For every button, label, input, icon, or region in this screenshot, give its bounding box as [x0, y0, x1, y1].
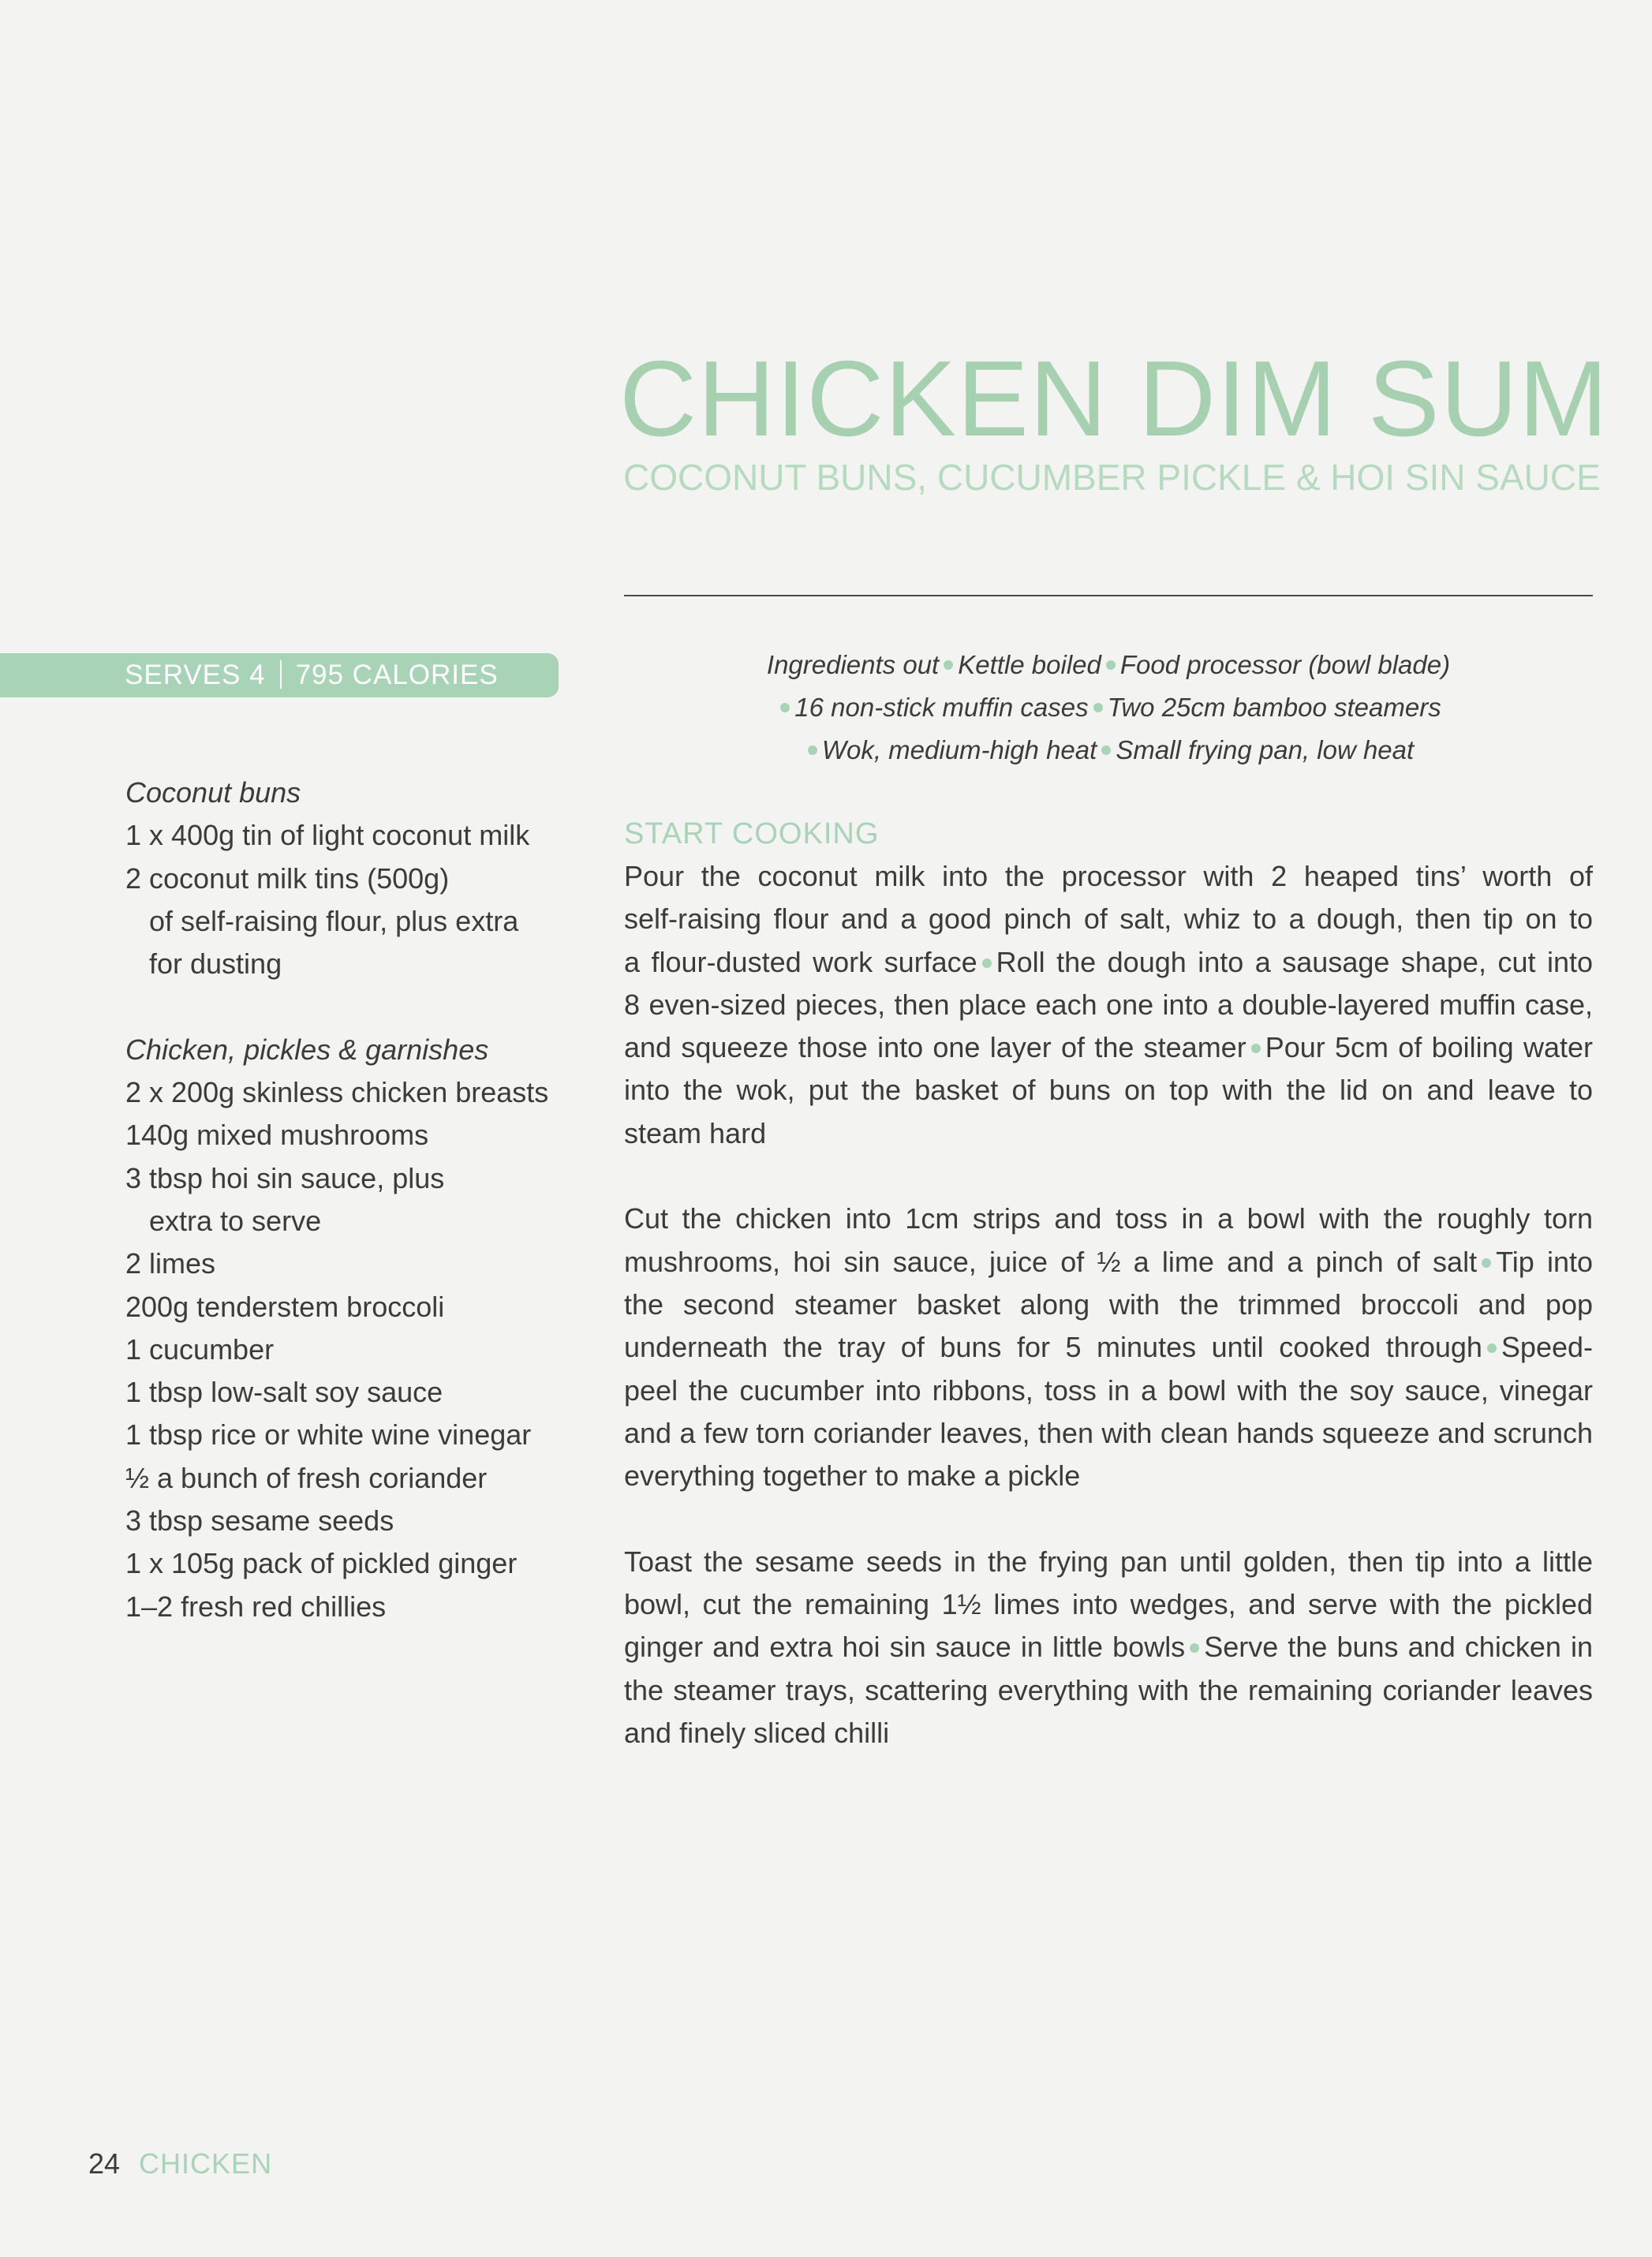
ingredient-item: 2 coconut milk tins (500g) [125, 861, 450, 895]
method-line: and a few torn coriander leaves, then with clean hands squeeze and scrunch [624, 1416, 1593, 1449]
method-section [624, 813, 1593, 1754]
ingredient-item: 1 cucumber [125, 1332, 275, 1366]
equipment-item: Small frying pan, low heat [1116, 735, 1415, 764]
spacer [125, 985, 591, 1028]
ingredients-list [125, 772, 591, 1628]
method-step: Pour 5cm of boiling water [1265, 1031, 1593, 1064]
equipment-line [624, 686, 1593, 729]
method-line: bowl, cut the remaining 1½ limes into wedges, and serve with the pickled [624, 1588, 1593, 1621]
ingredient-item: 1 x 105g pack of pickled ginger [125, 1547, 518, 1580]
ingredient-item: 1 tbsp low-salt soy sauce [125, 1376, 443, 1409]
equipment-item: Wok, medium-high heat [821, 735, 1097, 764]
recipe-subtitle: COCONUT BUNS, CUCUMBER PICKLE & HOI SIN SAUCE [623, 457, 1601, 498]
ingredient-item: 1 x 400g tin of light coconut milk [125, 819, 530, 852]
bullet-dot [1251, 1044, 1261, 1053]
equipment-line [624, 644, 1593, 686]
method-step: Roll the dough into a sausage shape, cut into [996, 945, 1593, 978]
method-line: Cut the chicken into 1cm strips and toss in a bowl with the roughly torn [624, 1202, 1593, 1235]
method-step: a flour-dusted work surface [624, 945, 977, 978]
method-paragraph [624, 1198, 1593, 1497]
method-line: into the wok, put the basket of buns on top with the lid on and leave to [624, 1074, 1593, 1107]
method-step: Serve the buns and chicken in [1204, 1631, 1593, 1664]
method-line: 8 even-sized pieces, then place each one into a double-layered muffin case, [624, 988, 1593, 1021]
bullet-dot [982, 958, 992, 968]
serves-label: SERVES 4 [125, 660, 266, 690]
equipment-line [624, 729, 1593, 772]
ingredient-item: 1 tbsp rice or white wine vinegar [125, 1418, 532, 1452]
page-number: 24 [88, 2147, 121, 2180]
ingredient-item-continued: of self-raising flour, plus extra [149, 904, 519, 937]
calories-label: 795 CALORIES [295, 660, 499, 690]
bullet-dot [780, 703, 790, 712]
equipment-list [624, 644, 1593, 772]
method-line: self-raising flour and a good pinch of salt, whiz to a dough, then tip on to [624, 902, 1593, 936]
bullet-dot [1190, 1643, 1199, 1653]
ingredient-item: 2 limes [125, 1247, 216, 1280]
method-step: Speed- [1501, 1331, 1593, 1364]
spacer [624, 1155, 1593, 1198]
ingredient-group-heading: Chicken, pickles & garnishes [125, 1033, 489, 1066]
method-line [624, 1626, 1593, 1668]
method-line [624, 941, 1593, 984]
recipe-title: CHICKEN DIM SUM [619, 338, 1609, 458]
bullet-dot [1482, 1258, 1491, 1268]
method-line [624, 1241, 1593, 1284]
method-step: and squeeze those into one layer of the steamer [624, 1031, 1246, 1064]
method-paragraph [624, 855, 1593, 1155]
method-line: Pour the coconut milk into the processor with 2 heaped tins’ worth of [624, 860, 1593, 892]
spacer [624, 1497, 1593, 1540]
ingredient-item: 3 tbsp hoi sin sauce, plus [125, 1161, 445, 1194]
bullet-dot [1101, 745, 1111, 755]
equipment-item: Food processor (bowl blade) [1119, 650, 1451, 679]
method-line [624, 1026, 1593, 1069]
serves-calories-banner [0, 653, 559, 697]
method-line: the steamer trays, scattering everything with the remaining coriander leaves [624, 1673, 1593, 1706]
method-step: ginger and extra hoi sin sauce in little bowls [624, 1631, 1186, 1664]
method-line: and finely sliced chilli [624, 1716, 890, 1749]
method-line: everything together to make a pickle [624, 1459, 1081, 1493]
equipment-item: 16 non-stick muffin cases [794, 693, 1089, 722]
method-paragraph [624, 1541, 1593, 1754]
method-heading: START COOKING [624, 817, 880, 850]
bullet-dot [944, 660, 953, 670]
banner-separator [280, 660, 282, 689]
page-footer [88, 2143, 272, 2185]
ingredient-item: 3 tbsp sesame seeds [125, 1504, 394, 1538]
equipment-item: Kettle boiled [958, 650, 1101, 679]
ingredient-item: 140g mixed mushrooms [125, 1119, 429, 1152]
method-line: the second steamer basket along with the trimmed broccoli and pop [624, 1287, 1593, 1321]
equipment-item: Ingredients out [766, 650, 940, 679]
equipment-item: Two 25cm bamboo steamers [1107, 693, 1441, 722]
method-line [624, 1326, 1593, 1369]
ingredient-item: 2 x 200g skinless chicken breasts [125, 1076, 549, 1109]
method-step: underneath the tray of buns for 5 minutes until cooked through [624, 1331, 1482, 1364]
method-step: Tip into [1496, 1245, 1594, 1278]
ingredient-group-heading: Coconut buns [125, 776, 301, 809]
ingredient-item-continued: for dusting [149, 947, 282, 981]
method-line: Toast the sesame seeds in the frying pan until golden, then tip into a little [624, 1545, 1593, 1578]
bullet-dot [1093, 703, 1103, 712]
bullet-dot [808, 745, 817, 755]
ingredient-item: 1–2 fresh red chillies [125, 1590, 387, 1623]
ingredient-item-continued: extra to serve [149, 1204, 322, 1237]
section-name: CHICKEN [139, 2147, 273, 2180]
ingredient-item: 200g tenderstem broccoli [125, 1290, 445, 1323]
ingredient-item: ½ a bunch of fresh coriander [125, 1461, 488, 1494]
method-step: mushrooms, hoi sin sauce, juice of ½ a lime and a pinch of salt [624, 1245, 1478, 1278]
title-divider [624, 595, 1593, 596]
bullet-dot [1487, 1343, 1497, 1353]
method-line: steam hard [624, 1116, 767, 1149]
method-line: peel the cucumber into ribbons, toss in a bowl with the soy sauce, vinegar [624, 1373, 1593, 1407]
bullet-dot [1106, 660, 1116, 670]
